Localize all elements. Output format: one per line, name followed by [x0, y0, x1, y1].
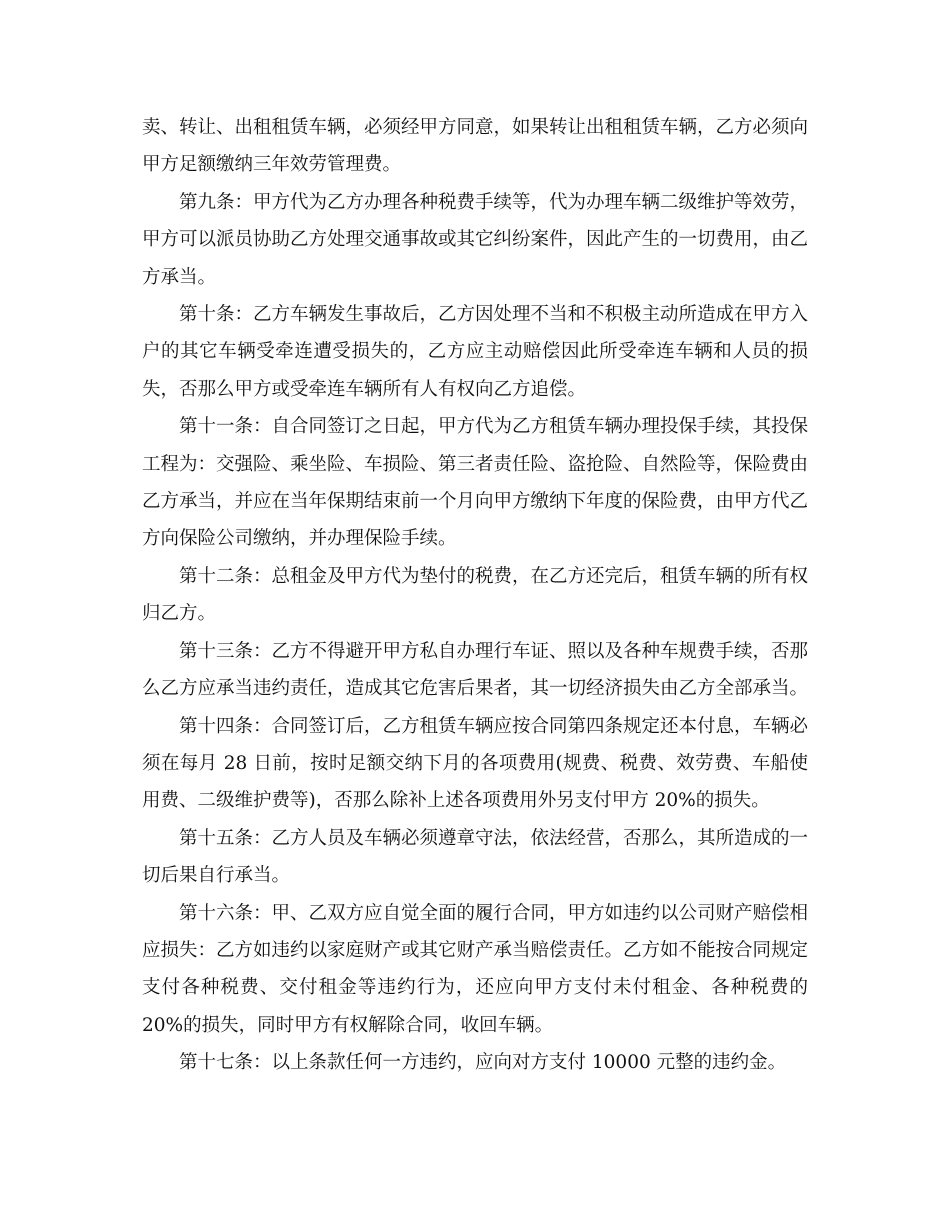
document-body	[142, 109, 808, 1082]
paragraph-article-10: 第十条：乙方车辆发生事故后，乙方因处理不当和不积极主动所造成在甲方入户的其它车辆受牵连遭受损失的，乙方应主动赔偿因此所受牵连车辆和人员的损失，否那么甲方或受牵连车辆所有人有权向乙方追偿。	[142, 304, 809, 400]
paragraph-article-15: 第十五条：乙方人员及车辆必须遵章守法，依法经营，否那么，其所造成的一切后果自行承当。	[142, 827, 809, 887]
paragraph-article-14: 第十四条：合同签订后，乙方租赁车辆应按合同第四条规定还本付息，车辆必须在每月 28 日前，按时足额交纳下月的各项费用(规费、税费、效劳费、车船使用费、二级维护费等)，否那么除补上述各项费用外另支付甲方 20%的损失。	[142, 715, 809, 812]
paragraph-article-9: 第九条：甲方代为乙方办理各种税费手续等，代为办理车辆二级维护等效劳，甲方可以派员协助乙方处理交通事故或其它纠纷案件，因此产生的一切费用，由乙方承当。	[142, 191, 809, 288]
paragraph-article-13: 第十三条：乙方不得避开甲方私自办理行车证、照以及各种车规费手续，否那么乙方应承当违约责任，造成其它危害后果者，其一切经济损失由乙方全部承当。	[142, 640, 809, 700]
paragraph-continuation: 卖、转让、出租租赁车辆，必须经甲方同意，如果转让出租租赁车辆，乙方必须向甲方足额缴纳三年效劳管理费。	[142, 117, 809, 176]
paragraph-article-11: 第十一条：自合同签订之日起，甲方代为乙方租赁车辆办理投保手续，其投保工程为：交强险、乘坐险、车损险、第三者责任险、盗抢险、自然险等，保险费由乙方承当，并应在当年保期结束前一个月向甲方缴纳下年度的保险费，由甲方代乙方向保险公司缴纳，并办理保险手续。	[142, 416, 809, 550]
paragraph-article-16: 第十六条：甲、乙双方应自觉全面的履行合同，甲方如违约以公司财产赔偿相应损失：乙方如违约以家庭财产或其它财产承当赔偿责任。乙方如不能按合同规定支付各种税费、交付租金等违约行为，还应向甲方支付未付租金、各种税费的 20%的损失，同时甲方有权解除合同，收回车辆。	[142, 902, 809, 1036]
paragraph-article-12: 第十二条：总租金及甲方代为垫付的税费，在乙方还完后，租赁车辆的所有权归乙方。	[142, 565, 809, 625]
paragraph-article-17: 第十七条：以上条款任何一方违约，应向对方支付 10000 元整的违约金。	[179, 1052, 787, 1074]
